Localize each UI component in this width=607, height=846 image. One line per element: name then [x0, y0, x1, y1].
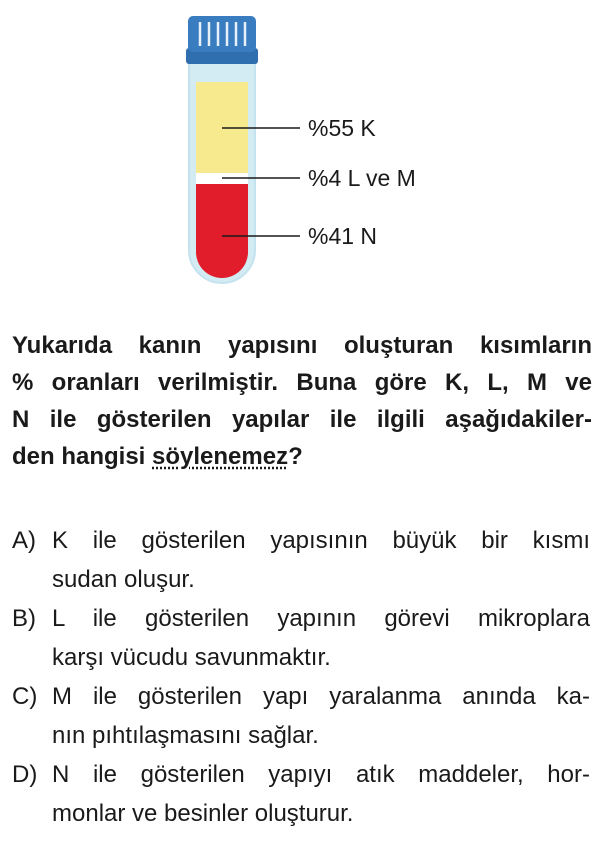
option-text: karşı vücudu savunmaktır. — [52, 644, 331, 671]
underlined-word: söylenemez — [152, 443, 289, 470]
option-text: sudan oluşur. — [52, 566, 195, 593]
label-k: %55 K — [308, 115, 376, 141]
option-letter: D) — [12, 761, 38, 788]
label-l-m: %4 L ve M — [308, 165, 416, 191]
option-d[interactable] — [12, 755, 590, 833]
label-n: %41 N — [308, 223, 378, 249]
option-text: nın pıhtılaşmasını sağlar. — [52, 722, 319, 749]
question-line: % oranları verilmiştir. Buna göre K, L, M ve — [12, 369, 592, 396]
option-letter: C) — [12, 683, 38, 710]
option-text: L ile gösterilen yapının görevi mikroplara — [52, 605, 590, 632]
option-text: M ile gösterilen yapı yaralanma anında ka- — [52, 683, 590, 710]
question-line: den hangisi söylenemez? — [12, 443, 303, 470]
option-a[interactable] — [12, 521, 590, 599]
question-line: Yukarıda kanın yapısını oluşturan kısımların — [12, 332, 592, 359]
option-letter: A) — [12, 527, 36, 554]
option-c[interactable] — [12, 677, 590, 755]
question-line: N ile gösterilen yapılar ile ilgili aşağıdakiler- — [12, 406, 592, 433]
option-text: monlar ve besinler oluşturur. — [52, 800, 354, 827]
option-text: N ile gösterilen yapıyı atık maddeler, hor- — [52, 761, 590, 788]
question-text — [12, 327, 592, 475]
option-text: K ile gösterilen yapısının büyük bir kısmı — [52, 527, 590, 554]
option-b[interactable] — [12, 599, 590, 677]
red-cell-layer — [196, 184, 248, 278]
option-letter: B) — [12, 605, 36, 632]
test-tube-figure — [0, 0, 607, 310]
